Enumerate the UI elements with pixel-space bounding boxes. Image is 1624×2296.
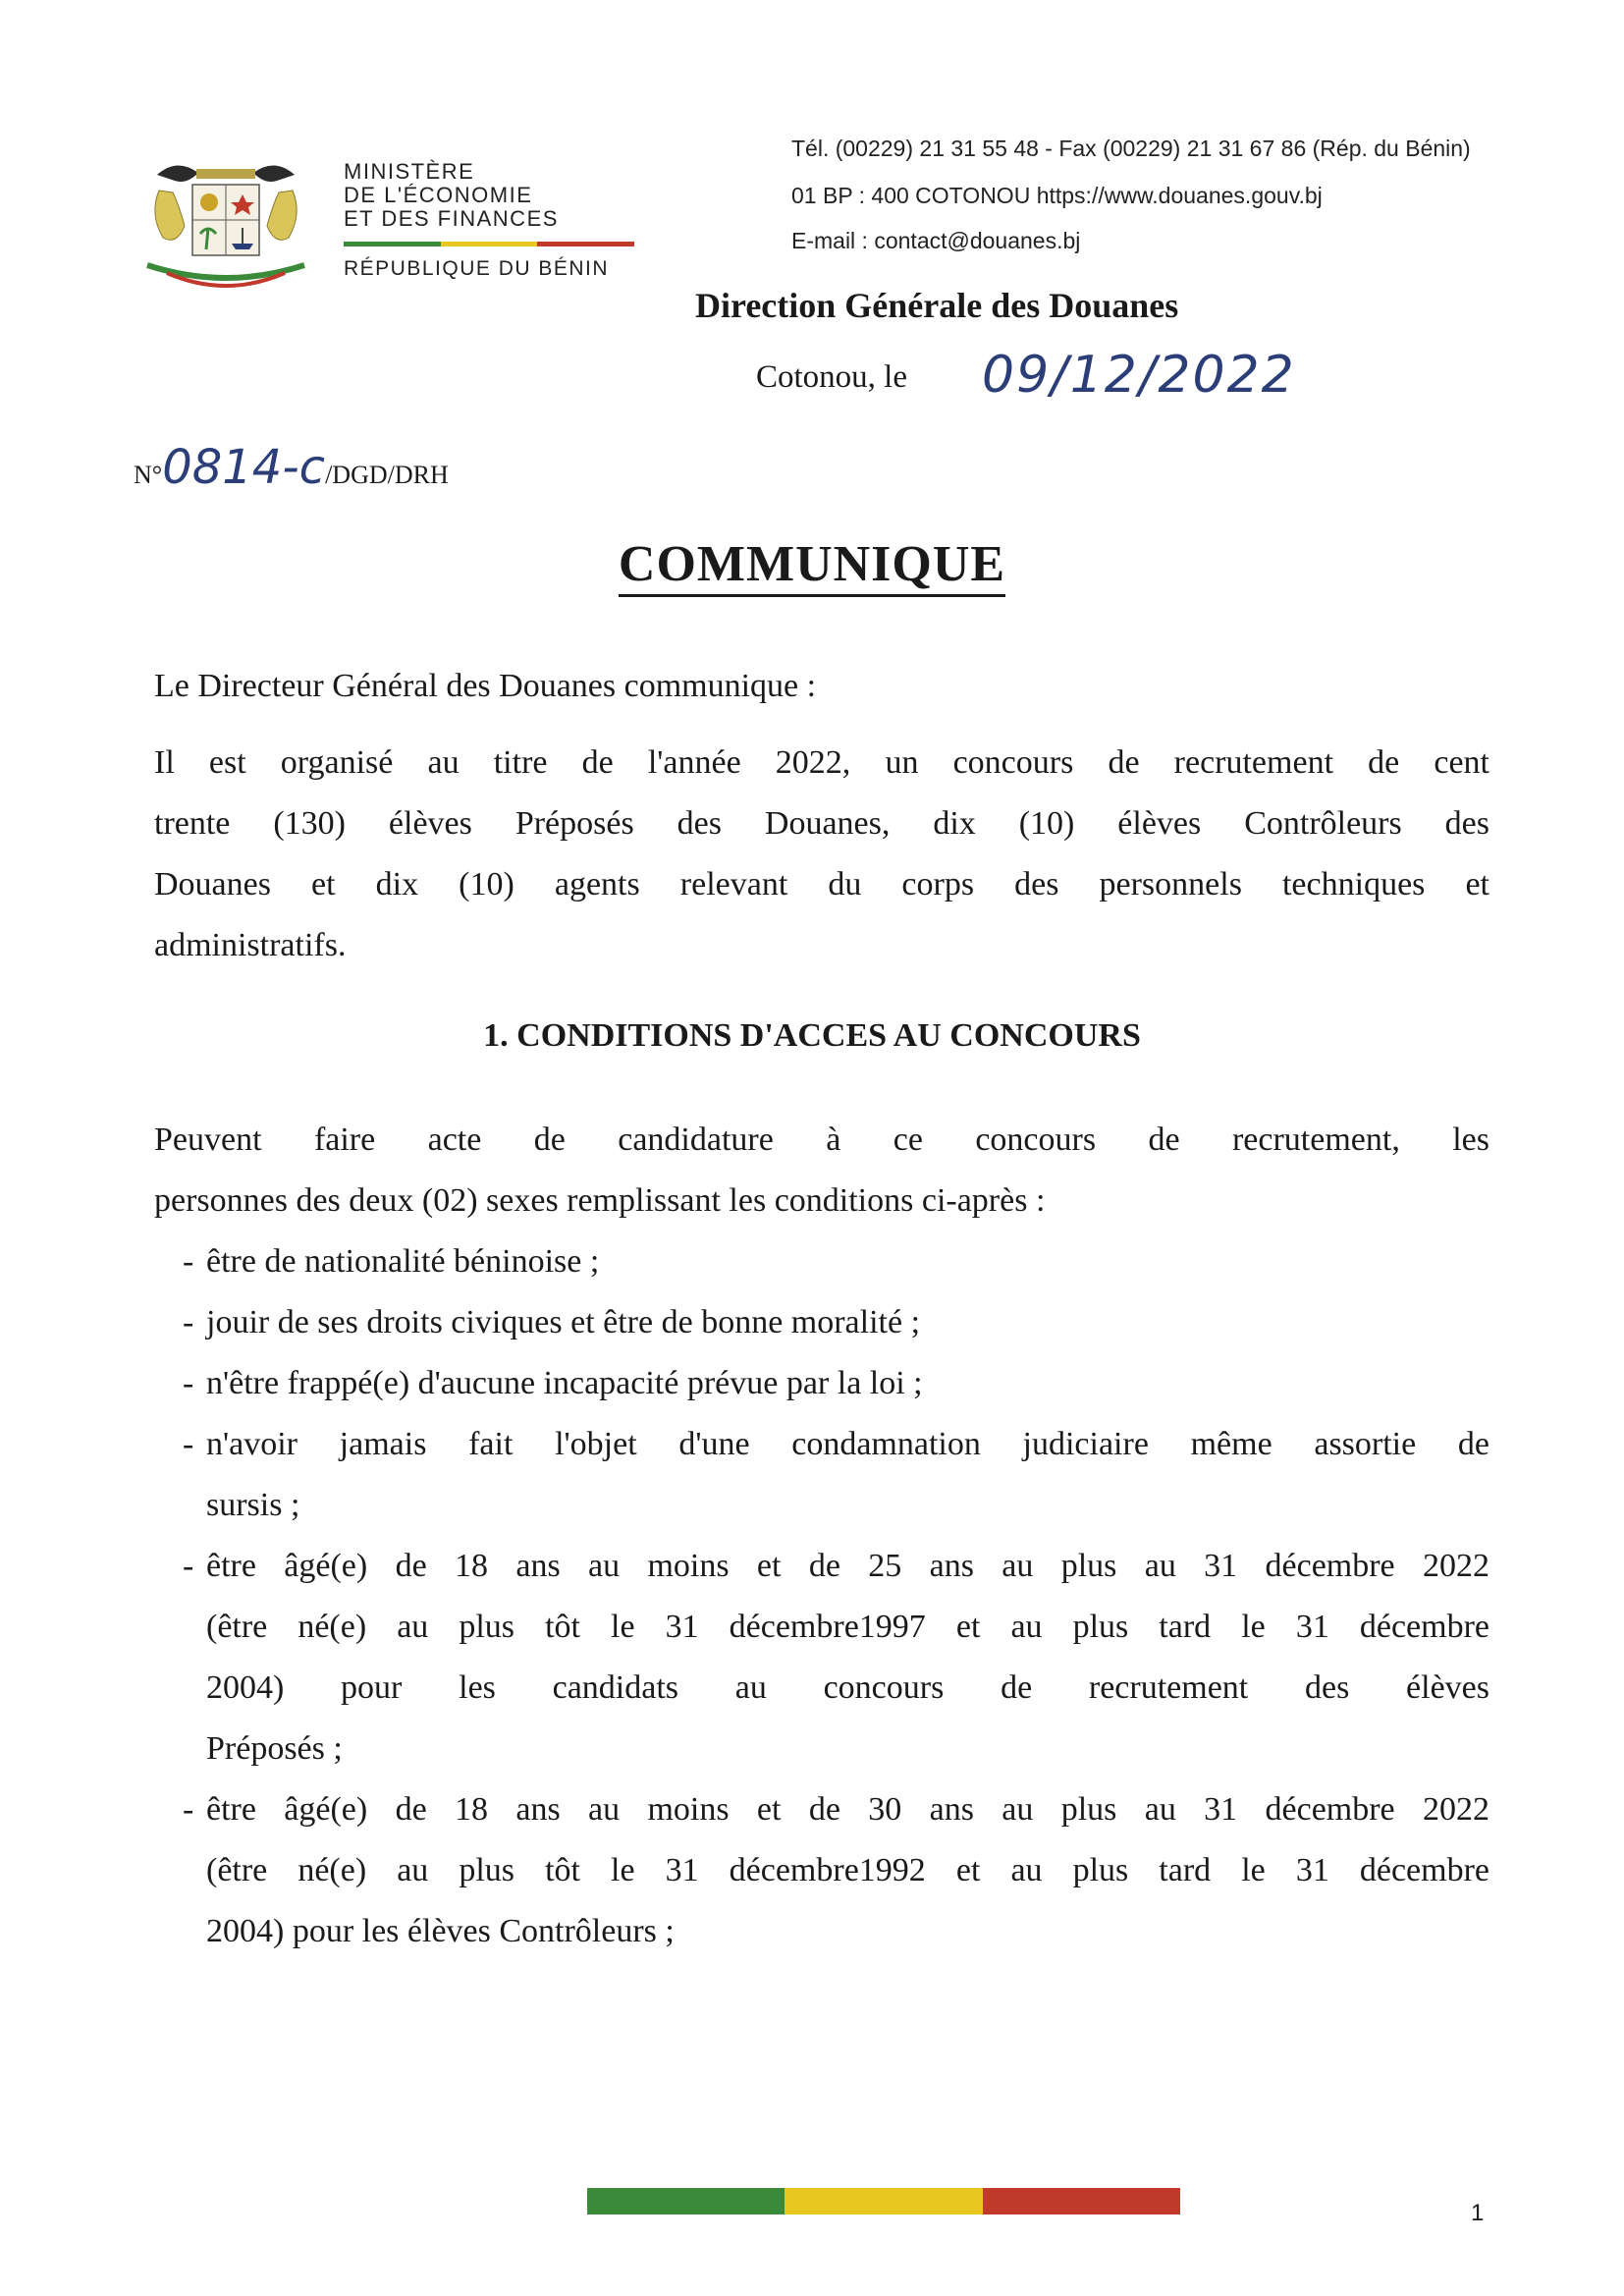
ref-suffix: /DGD/DRH — [325, 461, 449, 489]
benin-coat-of-arms-icon — [137, 155, 314, 293]
condition-item: - être âgé(e) de 18 ans au moins et de 30 ans au plus au 31 décembre 2022 (être né(e) au plus tôt le 31 décembre1992 et au plus tard le 31 décembre 2004) pour les élèves Contrôleurs ; — [183, 1791, 1489, 1949]
body-line: trente (130) élèves Préposés des Douanes, dix (10) élèves Contrôleurs des — [154, 805, 1489, 842]
page-number: 1 — [1471, 2200, 1485, 2226]
ministry-name — [344, 160, 559, 231]
ministry-line-2: DE L'ÉCONOMIE — [344, 183, 533, 207]
condition-item: - n'être frappé(e) d'aucune incapacité prévue par la loi ; — [183, 1365, 923, 1401]
intro-text: Le Directeur Général des Douanes communique : — [154, 668, 817, 704]
condition-item: - être de nationalité béninoise ; — [183, 1243, 600, 1280]
section-intro-line: Peuvent faire acte de candidature à ce concours de recrutement, les — [154, 1121, 1489, 1158]
footer-flag-yellow — [785, 2188, 982, 2214]
city-date-label: Cotonou, le — [756, 359, 907, 395]
document-title: COMMUNIQUE — [0, 535, 1624, 593]
footer-flag-red — [983, 2188, 1180, 2214]
direction-title: Direction Générale des Douanes — [695, 286, 1179, 325]
condition-item: - jouir de ses droits civiques et être de bonne moralité ; — [183, 1304, 921, 1340]
section-intro-line: personnes des deux (02) sexes remplissant les conditions ci-après : — [154, 1182, 1046, 1219]
body-line: administratifs. — [154, 927, 347, 963]
body-paragraph — [154, 733, 1489, 976]
contact-address-web[interactable]: 01 BP : 400 COTONOU https://www.douanes.gouv.bj — [791, 183, 1323, 208]
contact-tel-fax: Tél. (00229) 21 31 55 48 - Fax (00229) 21 31 67 86 (Rép. du Bénin) — [791, 136, 1471, 161]
flag-yellow — [441, 242, 538, 246]
footer-flag-green — [587, 2188, 785, 2214]
section-1-intro — [154, 1110, 1489, 1231]
body-line: Douanes et dix (10) agents relevant du corps des personnels techniques et — [154, 866, 1489, 902]
footer-flag-bar — [587, 2188, 1180, 2214]
contact-email[interactable]: E-mail : contact@douanes.bj — [791, 228, 1081, 253]
section-1-heading: 1. CONDITIONS D'ACCES AU CONCOURS — [483, 1017, 1141, 1054]
ministry-line-3: ET DES FINANCES — [344, 206, 559, 231]
ref-number-handwritten: 0814-c — [162, 440, 326, 495]
conditions-list — [183, 1231, 1489, 1962]
republic-name: RÉPUBLIQUE DU BÉNIN — [344, 257, 610, 280]
ref-prefix: N° — [134, 461, 163, 489]
flag-red — [537, 242, 634, 246]
reference-number — [134, 440, 449, 495]
ministry-line-1: MINISTÈRE — [344, 159, 475, 184]
handwritten-date: 09/12/2022 — [982, 346, 1296, 405]
body-line: Il est organisé au titre de l'année 2022, un concours de recrutement de cent — [154, 744, 1489, 781]
flag-green — [344, 242, 441, 246]
condition-item: - n'avoir jamais fait l'objet d'une condamnation judiciaire même assortie de sursis ; — [183, 1426, 1489, 1523]
condition-item: - être âgé(e) de 18 ans au moins et de 25 ans au plus au 31 décembre 2022 (être né(e) au plus tôt le 31 décembre1997 et au plus tard le 31 décembre 2004) pour les candidats au concours de recrutement des élèves Préposés ; — [183, 1548, 1489, 1767]
header-flag-bar — [344, 242, 634, 246]
